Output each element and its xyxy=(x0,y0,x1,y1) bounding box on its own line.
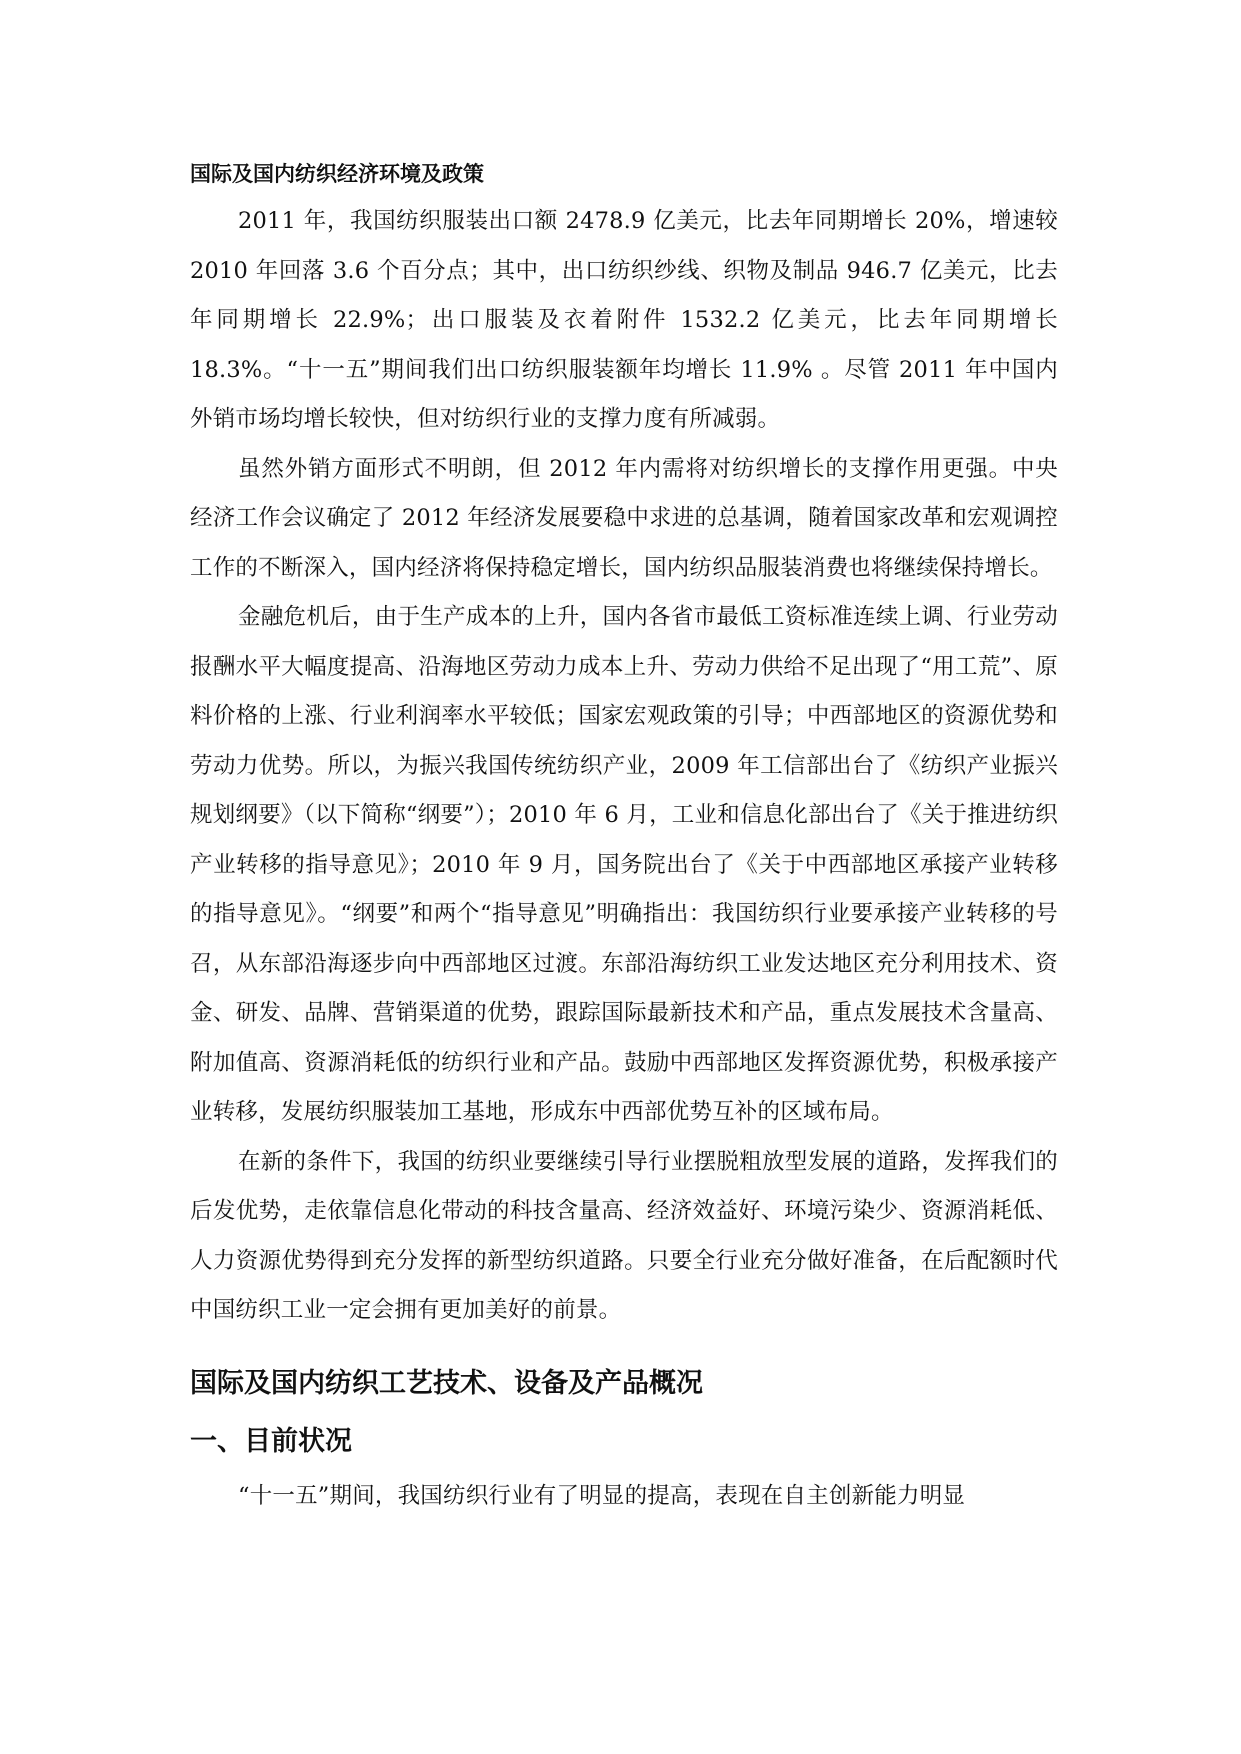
paragraph-domestic-demand: 虽然外销方面形式不明朗，但 2012 年内需将对纺织增长的支撑作用更强。中央经济工作会议确定了 2012 年经济发展要稳中求进的总基调，随着国家改革和宏观调控工作的不断深入，国内经济将保持稳定增长，国内纺织品服装消费也将继续保持增长。 xyxy=(190,455,1058,581)
paragraph-export-statistics: 2011 年，我国纺织服装出口额 2478.9 亿美元，比去年同期增长 20%，增速较 2010 年回落 3.6 个百分点；其中，出口纺织纱线、织物及制品 946.7 亿美元，比去年同期增长 22.9%；出口服装及衣着附件 1532.2 亿美元，比去年同期增长 18.3%。“十一五”期间我们出口纺织服装额年均增长 11.9% 。尽管 2011 年中国内外销市场均增长较快，但对纺织行业的支撑力度有所减弱。 xyxy=(190,208,1058,432)
heading-technology-overview: 国际及国内纺织工艺技术、设备及产品概况 xyxy=(190,1367,703,1399)
paragraph-eleventh-five-year-plan: “十一五”期间，我国纺织行业有了明显的提高，表现在自主创新能力明显 xyxy=(238,1482,966,1509)
paragraph-future-outlook: 在新的条件下，我国的纺织业要继续引导行业摆脱粗放型发展的道路，发挥我们的后发优势，走依靠信息化带动的科技含量高、经济效益好、环境污染少、资源消耗低、人力资源优势得到充分发挥的新型纺织道路。只要全行业充分做好准备，在后配额时代中国纺织工业一定会拥有更加美好的前景。 xyxy=(190,1148,1058,1323)
heading-current-status: 一、目前状况 xyxy=(190,1425,352,1457)
heading-economic-environment: 国际及国内纺织经济环境及政策 xyxy=(190,162,484,186)
document-body xyxy=(190,156,1058,1521)
paragraph-industry-transfer-policy: 金融危机后，由于生产成本的上升，国内各省市最低工资标准连续上调、行业劳动报酬水平大幅度提高、沿海地区劳动力成本上升、劳动力供给不足出现了“用工荒”、原料价格的上涨、行业利润率水平较低；国家宏观政策的引导；中西部地区的资源优势和劳动力优势。所以，为振兴我国传统纺织产业，2009 年工信部出台了《纺织产业振兴规划纲要》（以下简称“纲要”）；2010 年 6 月，工业和信息化部出台了《关于推进纺织产业转移的指导意见》；2010 年 9 月，国务院出台了《关于中西部地区承接产业转移的指导意见》。“纲要”和两个“指导意见”明确指出：我国纺织行业要承接产业转移的号召，从东部沿海逐步向中西部地区过渡。东部沿海纺织工业发达地区充分利用技术、资金、研发、品牌、营销渠道的优势，跟踪国际最新技术和产品，重点发展技术含量高、附加值高、资源消耗低的纺织行业和产品。鼓励中西部地区发挥资源优势，积极承接产业转移，发展纺织服装加工基地，形成东中西部优势互补的区域布局。 xyxy=(190,604,1058,1125)
